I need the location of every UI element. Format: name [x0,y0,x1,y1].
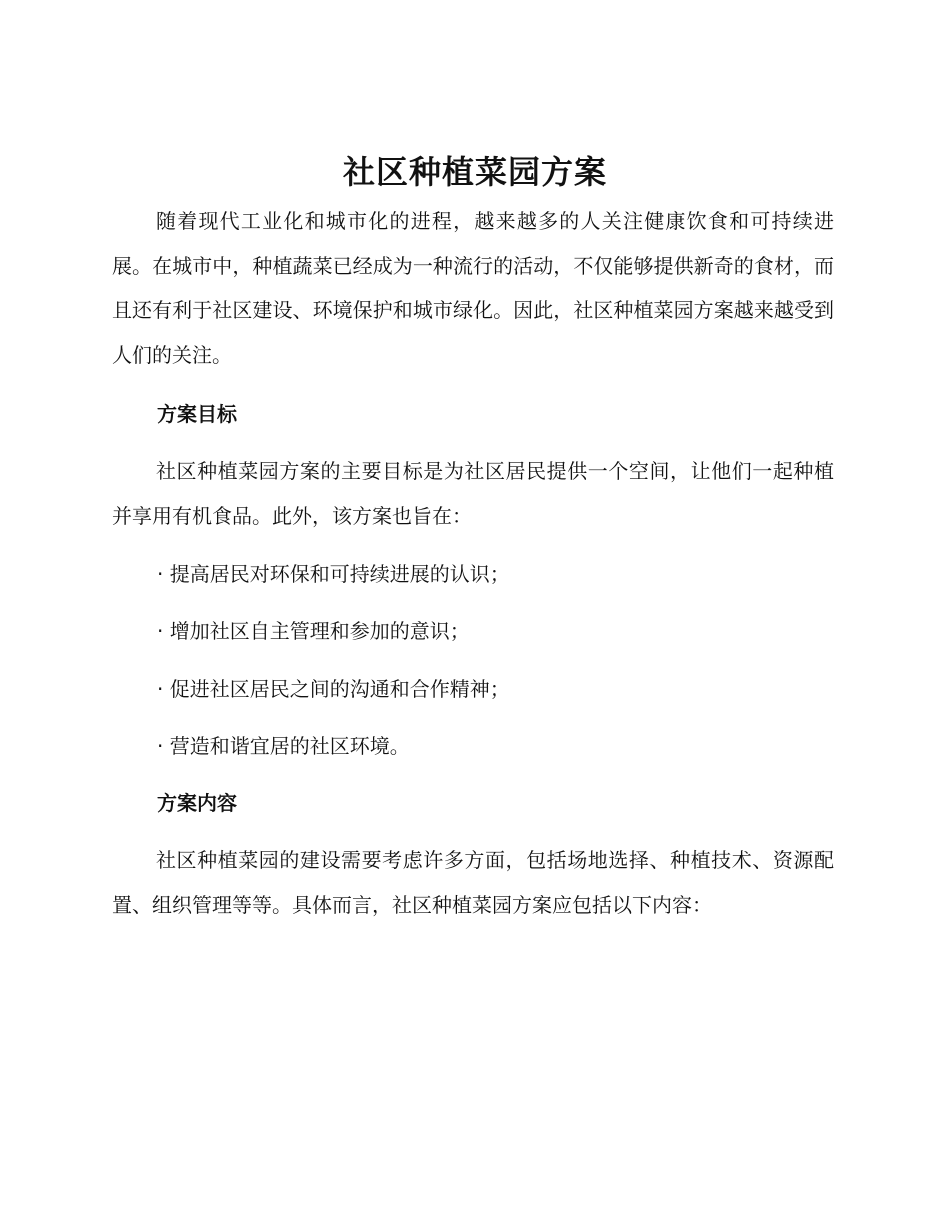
goals-paragraph: 社区种植菜园方案的主要目标是为社区居民提供一个空间，让他们一起种植并享用有机食品。此外，该方案也旨在： [112,459,834,528]
goal-bullet-item: · 营造和谐宜居的社区环境。 [157,734,410,758]
goal-bullet-item: · 促进社区居民之间的沟通和合作精神； [157,677,510,701]
content-paragraph: 社区种植菜园的建设需要考虑许多方面，包括场地选择、种植技术、资源配置、组织管理等等。具体而言，社区种植菜园方案应包括以下内容： [112,848,834,917]
intro-paragraph: 随着现代工业化和城市化的进程，越来越多的人关注健康饮食和可持续进展。在城市中，种植蔬菜已经成为一种流行的活动，不仅能够提供新奇的食材，而且还有利于社区建设、环境保护和城市绿化。因此，社区种植菜园方案越来越受到人们的关注。 [112,209,834,367]
goal-bullet-item: · 提高居民对环保和可持续进展的认识； [157,562,510,586]
document-title: 社区种植菜园方案 [342,153,607,191]
goal-bullet-item: · 增加社区自主管理和参加的意识； [157,619,470,643]
section-heading-content: 方案内容 [157,791,237,815]
section-heading-goals: 方案目标 [157,402,237,426]
